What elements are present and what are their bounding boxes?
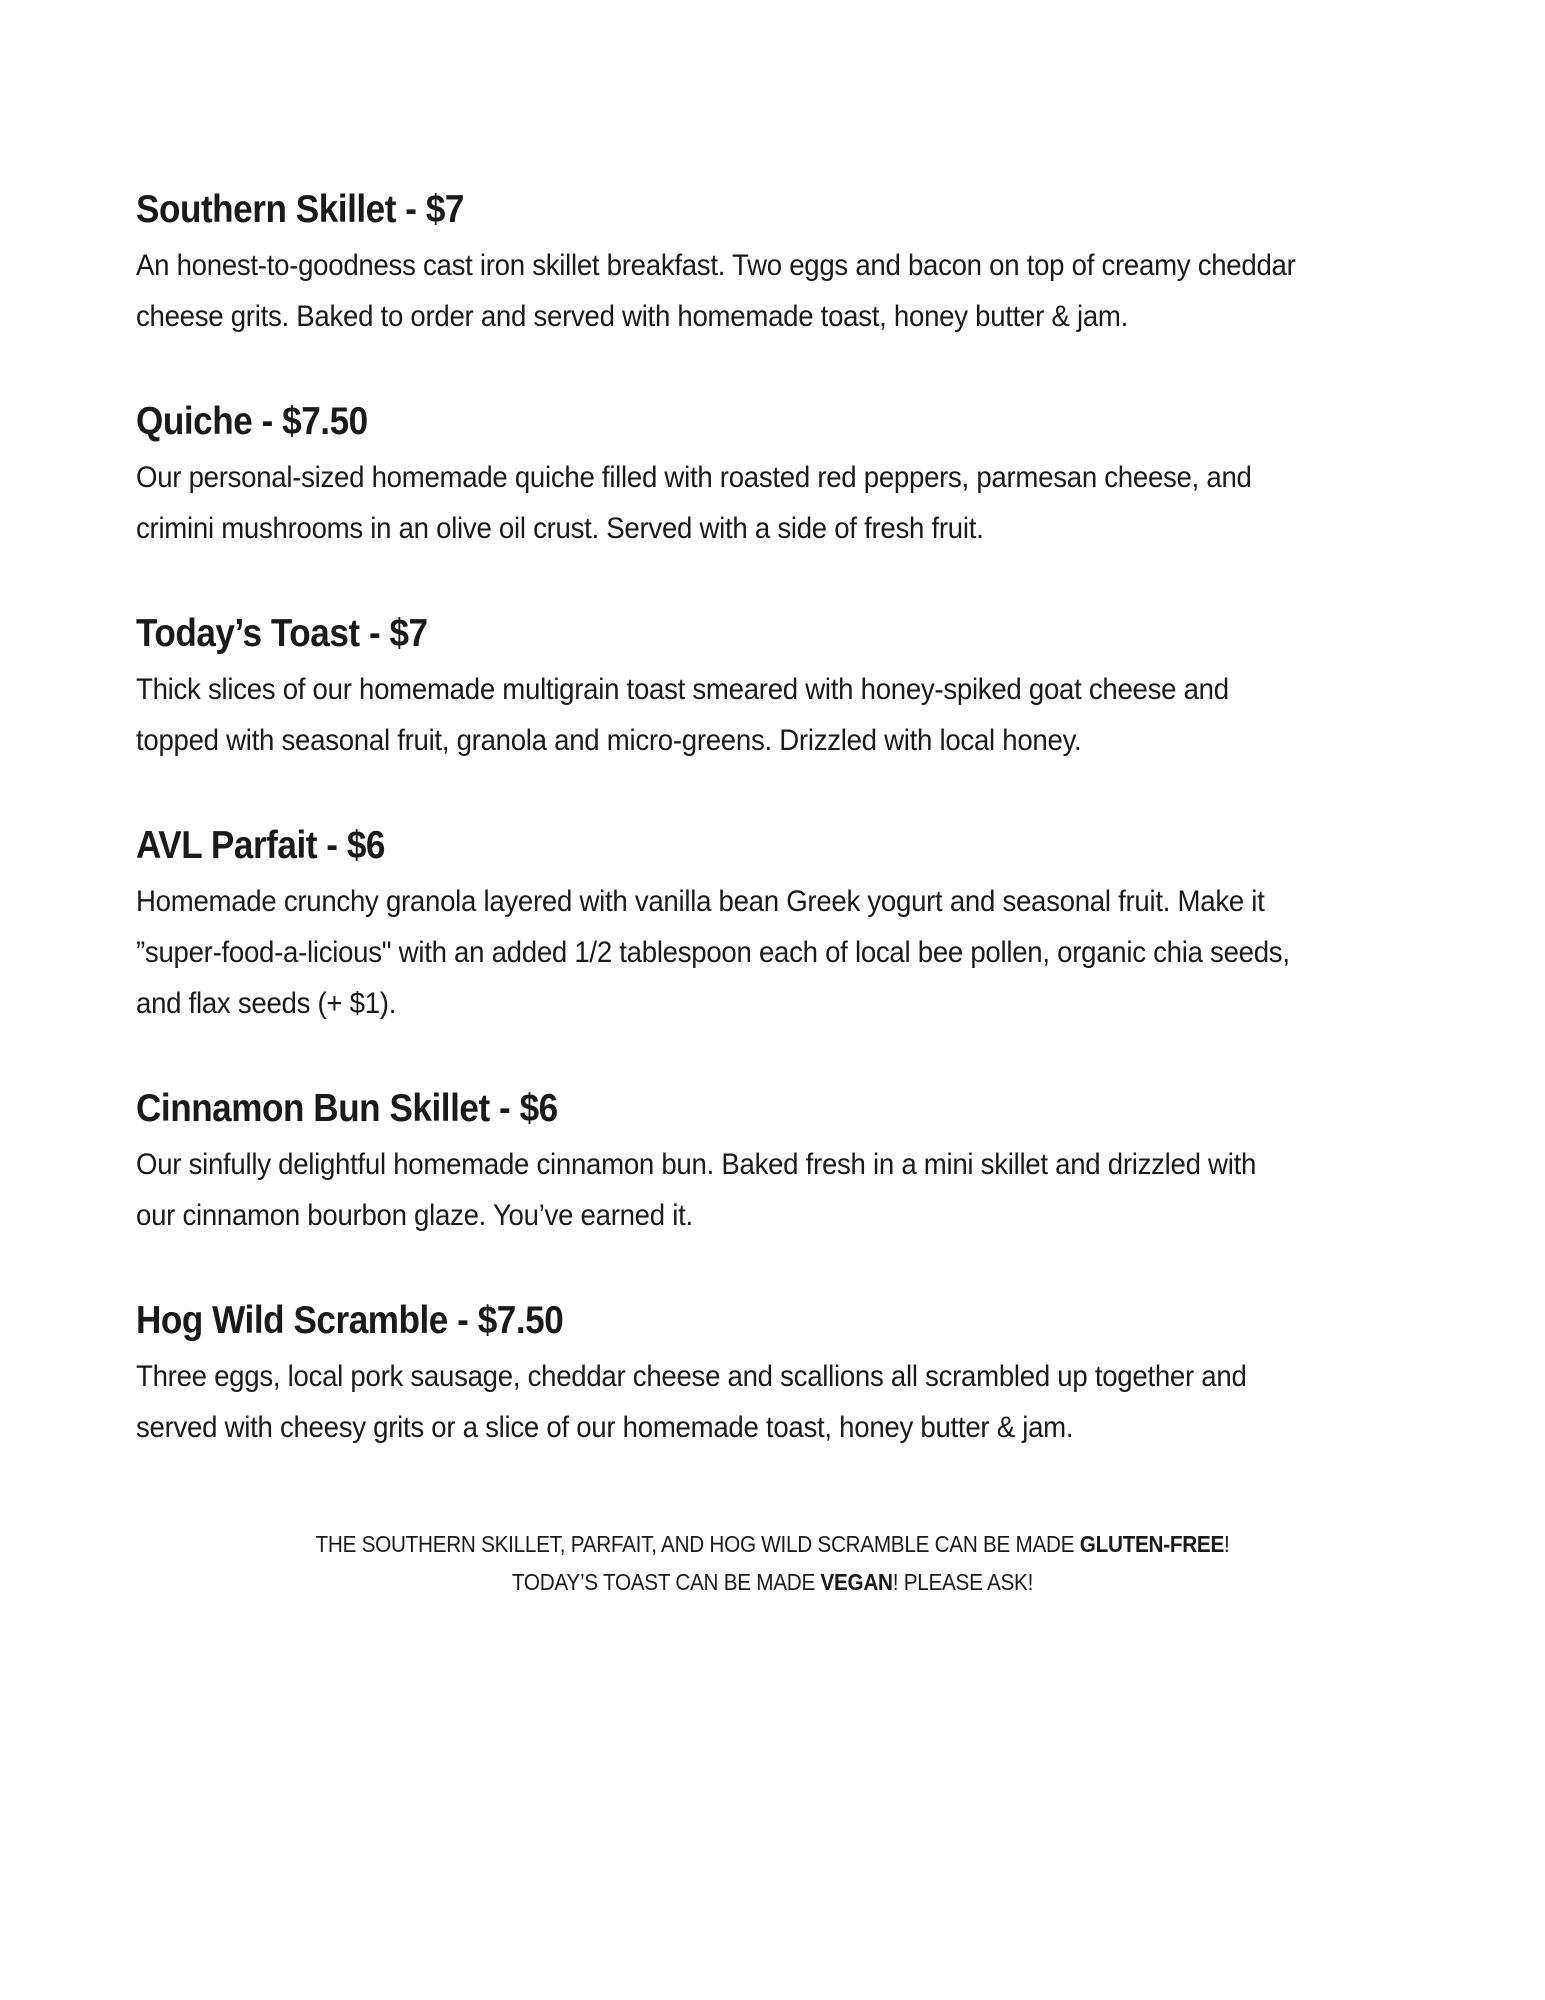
menu-item-description (136, 664, 1461, 766)
description-line: crimini mushrooms in an olive oil crust. Served with a side of fresh fruit. (136, 512, 984, 545)
menu-item-avl-parfait (136, 818, 1416, 1029)
description-line: ”super-food-a-licious" with an added 1/2 tablespoon each of local bee pollen, organic chia seeds, (136, 936, 1290, 969)
menu-item-description (136, 452, 1461, 554)
description-line: topped with seasonal fruit, granola and micro-greens. Drizzled with local honey. (136, 724, 1082, 757)
menu-item-title: AVL Parfait - $6 (136, 824, 385, 867)
description-line: Our personal-sized homemade quiche filled with roasted red peppers, parmesan cheese, and (136, 461, 1252, 494)
menu-item-title: Hog Wild Scramble - $7.50 (136, 1299, 564, 1342)
description-line: cheese grits. Baked to order and served with homemade toast, honey butter & jam. (136, 300, 1129, 333)
menu-item-title: Cinnamon Bun Skillet - $6 (136, 1087, 558, 1130)
menu-item-description (136, 876, 1461, 1029)
menu-item-title: Southern Skillet - $7 (136, 188, 464, 231)
description-line: and flax seeds (+ $1). (136, 987, 397, 1020)
gluten-free-note (77, 1525, 1468, 1563)
gluten-free-label: GLUTEN-FREE (1079, 1531, 1224, 1557)
note-text: ! (1223, 1531, 1230, 1557)
description-line: Homemade crunchy granola layered with vanilla bean Greek yogurt and seasonal fruit. Make it (136, 885, 1265, 918)
description-line: served with cheesy grits or a slice of our homemade toast, honey butter & jam. (136, 1411, 1074, 1444)
menu-item-description (136, 1139, 1461, 1241)
dietary-notes (0, 1525, 1545, 1601)
description-line: Our sinfully delightful homemade cinnamon bun. Baked fresh in a mini skillet and drizzled with (136, 1148, 1257, 1181)
menu-item-todays-toast (136, 606, 1416, 766)
menu-item-title: Today’s Toast - $7 (136, 612, 428, 655)
menu-item-quiche (136, 394, 1416, 554)
note-text: TODAY’S TOAST CAN BE MADE (511, 1569, 821, 1595)
description-line: Thick slices of our homemade multigrain toast smeared with honey-spiked goat cheese and (136, 673, 1229, 706)
note-text: ! PLEASE ASK! (892, 1569, 1034, 1595)
menu-item-description (136, 1351, 1461, 1453)
note-text: THE SOUTHERN SKILLET, PARFAIT, AND HOG WILD SCRAMBLE CAN BE MADE (315, 1531, 1080, 1557)
description-line: our cinnamon bourbon glaze. You’ve earned it. (136, 1199, 693, 1232)
menu-item-southern-skillet (136, 182, 1416, 342)
menu-item-title: Quiche - $7.50 (136, 400, 368, 443)
menu-list (136, 182, 1416, 1453)
vegan-note (77, 1563, 1468, 1601)
menu-item-description (136, 240, 1461, 342)
description-line: An honest-to-goodness cast iron skillet breakfast. Two eggs and bacon on top of creamy cheddar (136, 249, 1296, 282)
menu-item-hog-wild-scramble (136, 1293, 1416, 1453)
vegan-label: VEGAN (820, 1569, 893, 1595)
menu-item-cinnamon-bun-skillet (136, 1081, 1416, 1241)
description-line: Three eggs, local pork sausage, cheddar cheese and scallions all scrambled up together and (136, 1360, 1247, 1393)
